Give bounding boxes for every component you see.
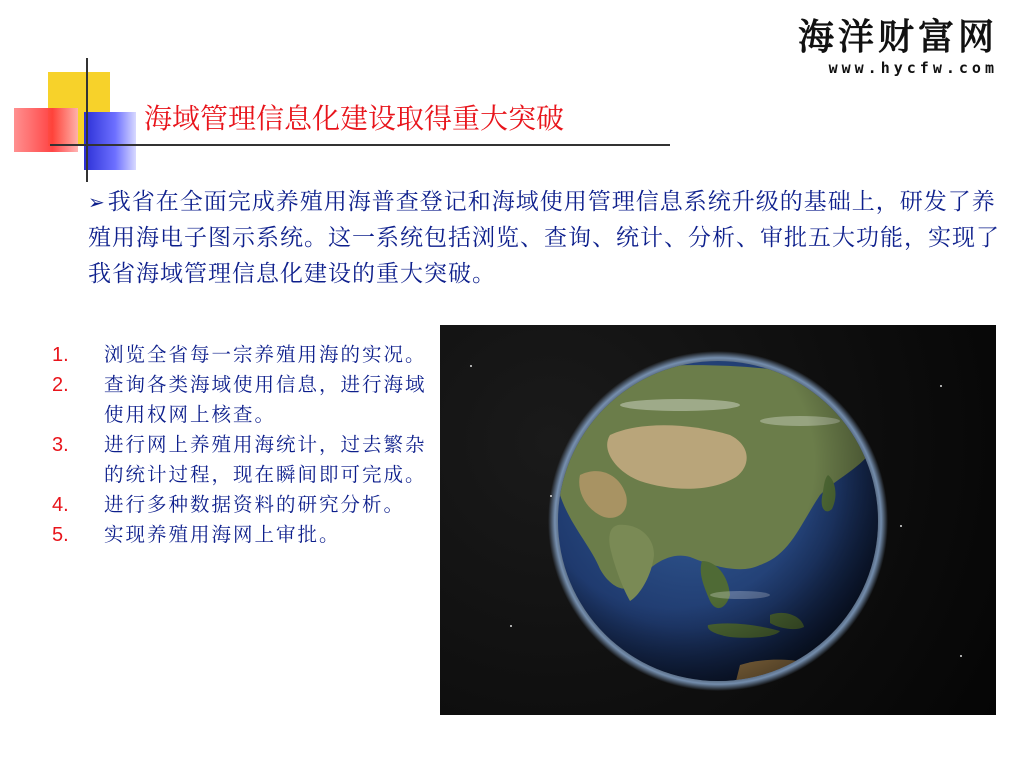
item-number: 3. — [52, 434, 69, 456]
star — [510, 625, 512, 627]
list-item — [52, 370, 438, 430]
item-number: 2. — [52, 374, 69, 396]
decor-blue-block — [84, 112, 136, 170]
star — [470, 365, 472, 367]
item-text: 实现养殖用海网上审批。 — [104, 523, 341, 546]
earth-globe — [440, 325, 996, 715]
item-text: 进行多种数据资料的研究分析。 — [104, 493, 406, 516]
star — [940, 385, 942, 387]
star — [960, 655, 962, 657]
list-item — [52, 520, 438, 550]
star — [550, 495, 552, 497]
slide-title: 海域管理信息化建设取得重大突破 — [144, 102, 565, 135]
feature-list — [52, 340, 438, 550]
arrow-bullet-icon: ➢ — [88, 190, 106, 214]
list-item — [52, 340, 438, 370]
intro-paragraph — [88, 184, 1008, 292]
star — [900, 525, 902, 527]
logo-title: 海洋财富网 — [797, 17, 998, 58]
title-underline — [50, 144, 670, 146]
item-number: 4. — [52, 494, 69, 516]
item-number: 5. — [52, 524, 69, 546]
item-text: 进行网上养殖用海统计，过去繁杂的统计过程，现在瞬间即可完成。 — [104, 433, 427, 486]
item-text: 浏览全省每一宗养殖用海的实况。 — [104, 343, 427, 366]
list-item — [52, 490, 438, 520]
intro-text: 我省在全面完成养殖用海普查登记和海域使用管理信息系统升级的基础上，研发了养殖用海电子图示系统。这一系统包括浏览、查询、统计、分析、审批五大功能，实现了我省海域管理信息化建设的重大突破。 — [88, 189, 1000, 287]
site-logo — [798, 18, 998, 78]
item-number: 1. — [52, 344, 69, 366]
decor-vertical-line — [86, 58, 88, 182]
list-item — [52, 430, 438, 490]
item-text: 查询各类海域使用信息，进行海域使用权网上核查。 — [104, 373, 427, 426]
globe-image — [440, 325, 996, 715]
logo-url: www.hycfw.com — [828, 59, 998, 77]
